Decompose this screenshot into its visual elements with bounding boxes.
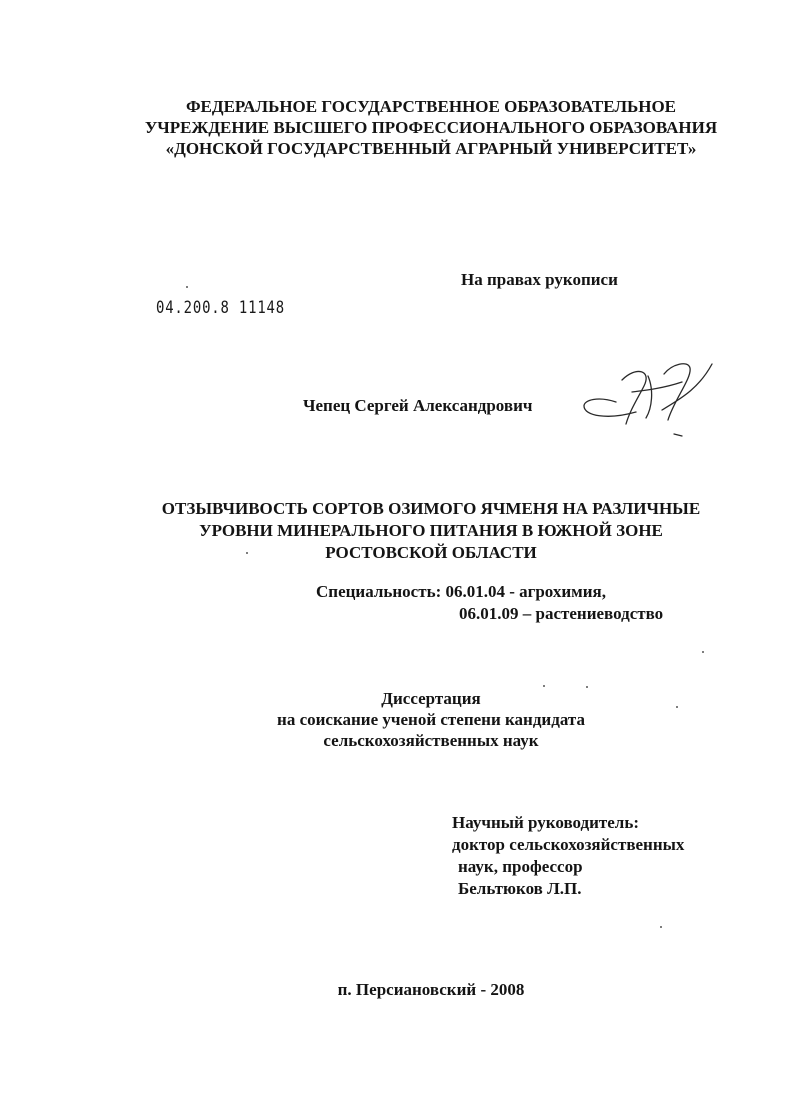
scan-speck bbox=[246, 552, 248, 554]
signature-icon bbox=[578, 356, 718, 440]
supervisor-line-4: Бельтюков Л.П. bbox=[458, 879, 582, 898]
place-year: п. Персиановский - 2008 bbox=[337, 980, 525, 999]
dissertation-degree bbox=[0, 688, 792, 751]
supervisor-line-3: наук, профессор bbox=[458, 857, 583, 876]
institution-header bbox=[0, 96, 792, 159]
degree-line-2: на соискание ученой степени кандидата bbox=[277, 710, 585, 729]
supervisor-line-2: доктор сельскохозяйственных bbox=[452, 835, 685, 854]
institution-line-1: ФЕДЕРАЛЬНОЕ ГОСУДАРСТВЕННОЕ ОБРАЗОВАТЕЛЬНОЕ bbox=[185, 97, 677, 116]
specialty-line-1: Специальность: 06.01.04 - агрохимия, bbox=[316, 582, 607, 601]
title-line-2: УРОВНИ МИНЕРАЛЬНОГО ПИТАНИЯ В ЮЖНОЙ ЗОНЕ bbox=[199, 521, 663, 540]
author-name: Чепец Сергей Александрович bbox=[303, 396, 533, 415]
supervisor-line-1: Научный руководитель: bbox=[452, 813, 639, 832]
degree-line-3: сельскохозяйственных наук bbox=[323, 731, 539, 750]
scan-speck bbox=[676, 706, 678, 708]
scan-speck bbox=[586, 686, 588, 688]
scan-speck bbox=[186, 286, 188, 288]
institution-line-2: УЧРЕЖДЕНИЕ ВЫСШЕГО ПРОФЕССИОНАЛЬНОГО ОБРАЗОВАНИЯ bbox=[144, 118, 718, 137]
title-line-1: ОТЗЫВЧИВОСТЬ СОРТОВ ОЗИМОГО ЯЧМЕНЯ НА РАЗЛИЧНЫЕ bbox=[161, 499, 701, 518]
scan-speck bbox=[660, 926, 662, 928]
degree-line-1: Диссертация bbox=[381, 689, 481, 708]
title-line-3: РОСТОВСКОЙ ОБЛАСТИ bbox=[325, 543, 537, 562]
institution-line-3: «ДОНСКОЙ ГОСУДАРСТВЕННЫЙ АГРАРНЫЙ УНИВЕРСИТЕТ» bbox=[165, 139, 697, 158]
scan-speck bbox=[702, 651, 704, 653]
specialty-line-2: 06.01.09 – растениеводство bbox=[459, 604, 664, 623]
dissertation-title bbox=[0, 498, 792, 564]
scan-speck bbox=[543, 685, 545, 687]
registration-number: 04.200.8 11148 bbox=[156, 298, 285, 318]
supervisor-block bbox=[452, 812, 684, 900]
manuscript-note: На правах рукописи bbox=[461, 270, 618, 289]
